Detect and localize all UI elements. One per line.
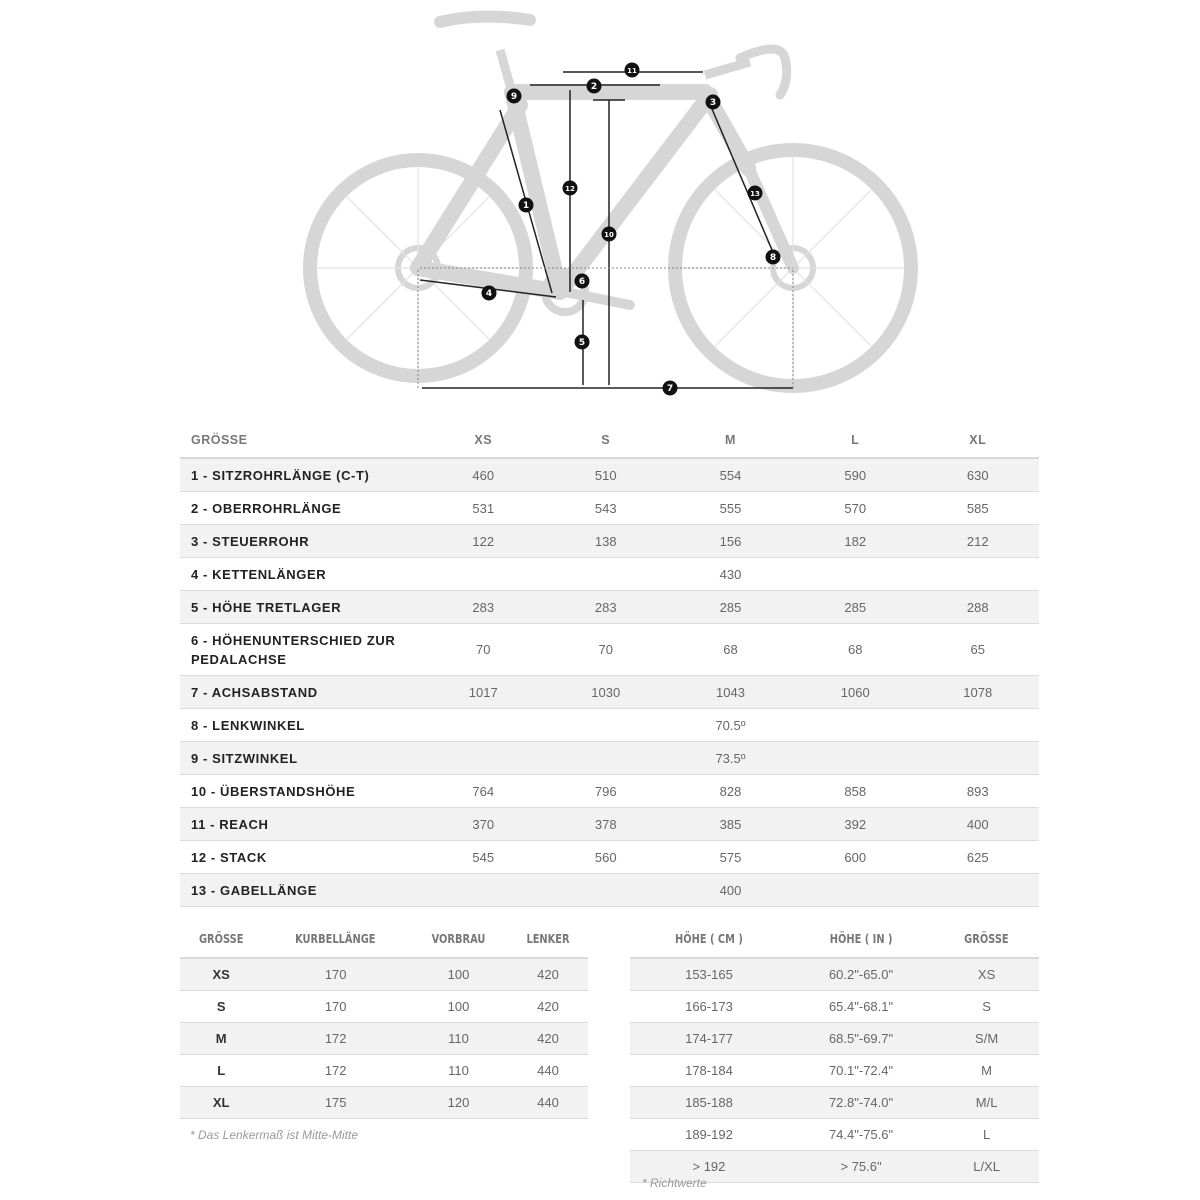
geometry-value: 1078 (916, 676, 1039, 709)
marker-label: 13 (750, 190, 760, 198)
marker-10 (602, 227, 617, 242)
rider-size-row (630, 991, 1039, 1023)
components-header-row (180, 921, 588, 958)
components-cell: 420 (508, 1023, 588, 1055)
geometry-row (180, 676, 1039, 709)
rider-size-cell: L/XL (934, 1151, 1039, 1183)
geometry-value: 138 (544, 525, 666, 558)
components-cell: 420 (508, 958, 588, 991)
rider-size-row (630, 1055, 1039, 1087)
geometry-value: 68 (667, 624, 794, 676)
rider-size-cell: M (934, 1055, 1039, 1087)
marker-label: 6 (578, 277, 586, 287)
marker-1 (519, 198, 534, 213)
geometry-value: 370 (422, 808, 544, 841)
rider-size-cell: 60.2"-65.0" (788, 958, 934, 991)
geometry-value (422, 709, 544, 742)
rider-size-header: HÖHE ( IN ) (801, 921, 921, 958)
rider-size-cell: 74.4"-75.6" (788, 1119, 934, 1151)
geometry-value: 285 (794, 591, 916, 624)
geometry-value: 858 (794, 775, 916, 808)
dimension-markers (482, 63, 781, 396)
geometry-value (794, 558, 916, 591)
rider-size-cell: S (934, 991, 1039, 1023)
components-cell: 440 (508, 1087, 588, 1119)
rider-size-cell: 70.1"-72.4" (788, 1055, 934, 1087)
geometry-value: 385 (667, 808, 794, 841)
geometry-row (180, 558, 1039, 591)
components-cell: 100 (409, 991, 508, 1023)
components-row (180, 958, 588, 991)
marker-label: 7 (666, 384, 674, 394)
geometry-value: 543 (544, 492, 666, 525)
geometry-row (180, 525, 1039, 558)
components-cell: 172 (262, 1055, 409, 1087)
rider-size-header-row (630, 921, 1039, 958)
geometry-value (916, 742, 1039, 775)
geometry-value (544, 874, 666, 907)
geometry-row-label: 7 - ACHSABSTAND (180, 676, 422, 709)
components-cell: 100 (409, 958, 508, 991)
components-row (180, 1087, 588, 1119)
rider-size-row (630, 958, 1039, 991)
geometry-value: 555 (667, 492, 794, 525)
rider-size-header: GRÖSSE (944, 921, 1030, 958)
geometry-value: 73.5º (667, 742, 794, 775)
components-cell: 175 (262, 1087, 409, 1119)
geometry-value: 1030 (544, 676, 666, 709)
components-row (180, 1055, 588, 1087)
geometry-row-label: 5 - HÖHE TRETLAGER (180, 591, 422, 624)
geometry-row (180, 709, 1039, 742)
geometry-value: 378 (544, 808, 666, 841)
rider-size-cell: 174-177 (630, 1023, 788, 1055)
geometry-value: 392 (794, 808, 916, 841)
components-note: * Das Lenkermaß ist Mitte-Mitte (190, 1128, 359, 1142)
geometry-row-label: 12 - STACK (180, 841, 422, 874)
rider-size-cell: > 75.6" (788, 1151, 934, 1183)
size-header: GRÖSSE (180, 422, 422, 458)
geometry-value: 400 (916, 808, 1039, 841)
components-header: LENKER (515, 921, 581, 958)
components-cell: 170 (262, 958, 409, 991)
rider-size-note: * Richtwerte (642, 1176, 707, 1190)
geometry-row (180, 591, 1039, 624)
geometry-value: 285 (667, 591, 794, 624)
geometry-value: 283 (422, 591, 544, 624)
rider-size-cell: 65.4"-68.1" (788, 991, 934, 1023)
geometry-row-label: 9 - SITZWINKEL (180, 742, 422, 775)
geometry-value (916, 874, 1039, 907)
geometry-row (180, 775, 1039, 808)
components-cell: L (180, 1055, 262, 1087)
size-l-header: L (794, 422, 916, 458)
rider-size-row (630, 1023, 1039, 1055)
marker-label: 1 (522, 201, 530, 211)
geometry-value (422, 742, 544, 775)
geometry-row (180, 841, 1039, 874)
components-row (180, 1023, 588, 1055)
rider-size-cell: 72.8"-74.0" (788, 1087, 934, 1119)
components-table (180, 921, 588, 1119)
marker-6 (575, 274, 590, 289)
geometry-value: 630 (916, 458, 1039, 492)
geometry-value (794, 874, 916, 907)
marker-13 (748, 186, 763, 201)
marker-label: 12 (565, 185, 575, 193)
marker-12 (563, 181, 578, 196)
rider-size-cell: 68.5"-69.7" (788, 1023, 934, 1055)
geometry-value: 400 (667, 874, 794, 907)
geometry-value: 288 (916, 591, 1039, 624)
geometry-row-label: 10 - ÜBERSTANDSHÖHE (180, 775, 422, 808)
geometry-value: 460 (422, 458, 544, 492)
geometry-row-label: 11 - REACH (180, 808, 422, 841)
rider-size-row (630, 1087, 1039, 1119)
geometry-row-label: 13 - GABELLÄNGE (180, 874, 422, 907)
geometry-value (422, 558, 544, 591)
geometry-row (180, 808, 1039, 841)
geometry-value: 65 (916, 624, 1039, 676)
bike-geometry-diagram (290, 10, 930, 400)
rider-size-cell: XS (934, 958, 1039, 991)
components-cell: 170 (262, 991, 409, 1023)
geometry-row-label: 2 - OBERROHRLÄNGE (180, 492, 422, 525)
marker-11 (625, 63, 640, 78)
geometry-value: 600 (794, 841, 916, 874)
geometry-value: 1060 (794, 676, 916, 709)
geometry-value: 510 (544, 458, 666, 492)
geometry-value: 545 (422, 841, 544, 874)
geometry-value: 575 (667, 841, 794, 874)
geometry-value: 430 (667, 558, 794, 591)
geometry-value: 156 (667, 525, 794, 558)
geometry-row-label: 1 - SITZROHRLÄNGE (C-T) (180, 458, 422, 492)
marker-3 (706, 95, 721, 110)
geometry-row-label: 3 - STEUERROHR (180, 525, 422, 558)
marker-9 (507, 89, 522, 104)
geometry-row (180, 742, 1039, 775)
components-row (180, 991, 588, 1023)
marker-label: 9 (510, 92, 518, 102)
rider-size-cell: 166-173 (630, 991, 788, 1023)
geometry-value: 1043 (667, 676, 794, 709)
rider-size-header: HÖHE ( CM ) (644, 921, 773, 958)
geometry-value: 590 (794, 458, 916, 492)
marker-label: 10 (604, 231, 614, 239)
geometry-value (422, 874, 544, 907)
geometry-value: 531 (422, 492, 544, 525)
components-cell: XS (180, 958, 262, 991)
components-cell: 120 (409, 1087, 508, 1119)
geometry-value (916, 558, 1039, 591)
geometry-value: 283 (544, 591, 666, 624)
rider-size-row (630, 1119, 1039, 1151)
geometry-value (916, 709, 1039, 742)
geometry-value: 70 (422, 624, 544, 676)
marker-5 (575, 335, 590, 350)
geometry-value: 560 (544, 841, 666, 874)
size-xl-header: XL (916, 422, 1039, 458)
size-s-header: S (544, 422, 666, 458)
marker-7 (663, 381, 678, 396)
marker-label: 11 (627, 67, 637, 75)
geometry-value: 828 (667, 775, 794, 808)
geometry-row (180, 624, 1039, 676)
geometry-table (180, 422, 1039, 907)
geometry-value: 796 (544, 775, 666, 808)
rider-size-cell: 178-184 (630, 1055, 788, 1087)
geometry-value: 182 (794, 525, 916, 558)
components-header: KURBELLÄNGE (276, 921, 396, 958)
geometry-value: 554 (667, 458, 794, 492)
components-cell: 440 (508, 1055, 588, 1087)
components-cell: XL (180, 1087, 262, 1119)
marker-label: 4 (485, 289, 493, 299)
geometry-value: 625 (916, 841, 1039, 874)
geometry-row (180, 874, 1039, 907)
rider-size-cell: M/L (934, 1087, 1039, 1119)
geometry-value (544, 709, 666, 742)
size-xs-header: XS (422, 422, 544, 458)
rider-size-cell: 153-165 (630, 958, 788, 991)
marker-label: 3 (709, 98, 717, 108)
marker-2 (587, 79, 602, 94)
geometry-value: 70 (544, 624, 666, 676)
geometry-value (794, 742, 916, 775)
geometry-value: 70.5º (667, 709, 794, 742)
geometry-row (180, 458, 1039, 492)
components-header: VORBRAU (418, 921, 499, 958)
rider-size-cell: > 192 (630, 1151, 788, 1183)
marker-8 (766, 250, 781, 265)
rider-size-cell: S/M (934, 1023, 1039, 1055)
rider-size-cell: 185-188 (630, 1087, 788, 1119)
components-cell: 110 (409, 1023, 508, 1055)
geometry-value: 1017 (422, 676, 544, 709)
marker-label: 8 (769, 253, 777, 263)
geometry-row-label: 6 - HÖHENUNTERSCHIED ZUR PEDALACHSE (180, 624, 422, 676)
geometry-value: 893 (916, 775, 1039, 808)
geometry-row (180, 492, 1039, 525)
geometry-header-row (180, 422, 1039, 458)
geometry-value: 122 (422, 525, 544, 558)
geometry-value (544, 742, 666, 775)
marker-label: 5 (578, 338, 586, 348)
rider-size-cell: 189-192 (630, 1119, 788, 1151)
components-cell: 172 (262, 1023, 409, 1055)
components-cell: 110 (409, 1055, 508, 1087)
geometry-value: 212 (916, 525, 1039, 558)
components-cell: S (180, 991, 262, 1023)
geometry-row-label: 8 - LENKWINKEL (180, 709, 422, 742)
geometry-value: 68 (794, 624, 916, 676)
rider-size-table (630, 921, 1039, 1183)
size-m-header: M (667, 422, 794, 458)
geometry-value (794, 709, 916, 742)
marker-label: 2 (590, 82, 598, 92)
marker-4 (482, 286, 497, 301)
geometry-value (544, 558, 666, 591)
rider-size-cell: L (934, 1119, 1039, 1151)
geometry-value: 570 (794, 492, 916, 525)
geometry-value: 585 (916, 492, 1039, 525)
geometry-row-label: 4 - KETTENLÄNGER (180, 558, 422, 591)
components-cell: M (180, 1023, 262, 1055)
geometry-value: 764 (422, 775, 544, 808)
components-cell: 420 (508, 991, 588, 1023)
components-header: GRÖSSE (187, 921, 255, 958)
